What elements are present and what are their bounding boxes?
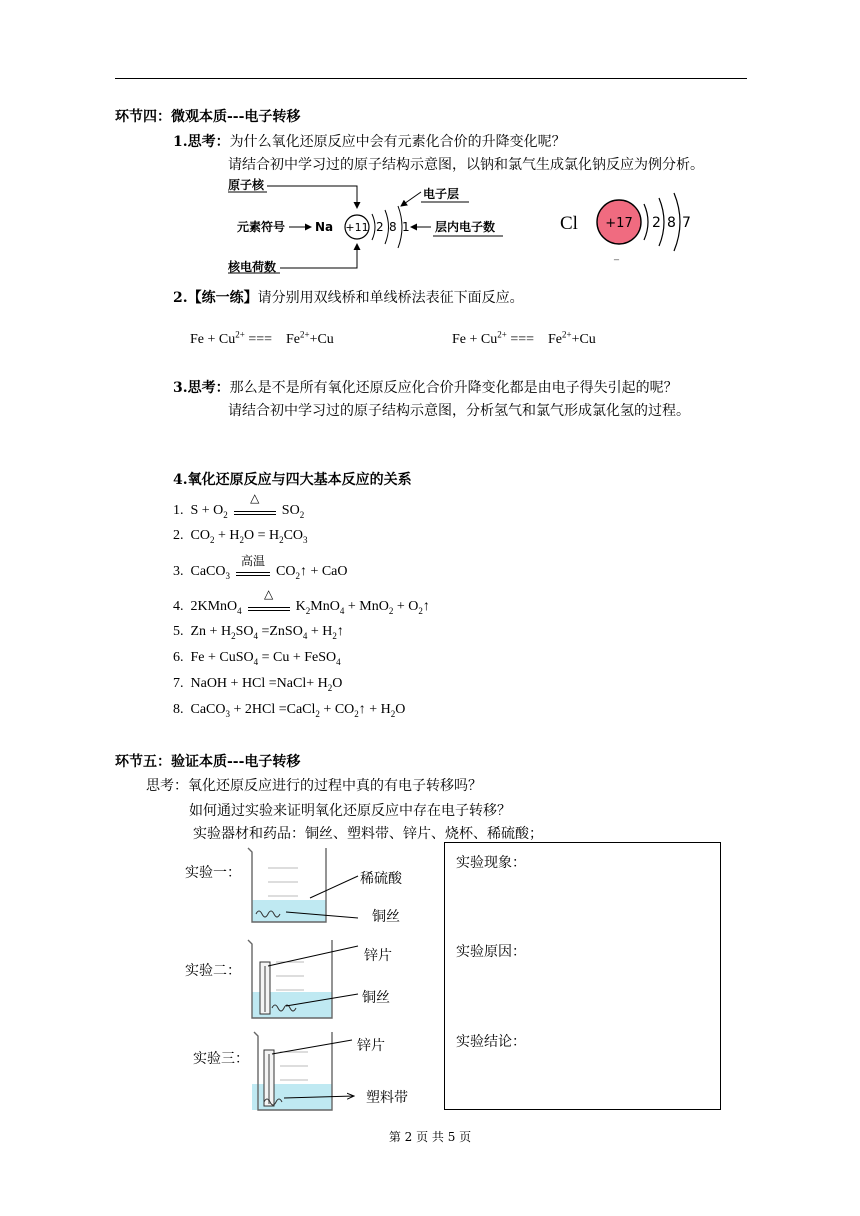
reaction-7: 7. NaOH + HCl =NaCl+ $H_2O$ xyxy=(173,676,343,693)
q2: 2.【练一练】请分别用双线桥和单线桥法表征下面反应。 xyxy=(173,290,524,306)
q3: 3.思考：那么是不是所有氧化还原反应化合价升降变化都是由电子得失引起的呢？ xyxy=(173,380,678,396)
experiment-beakers xyxy=(240,840,440,1120)
cl-charge: +17 xyxy=(605,216,633,231)
cl-atom-diagram xyxy=(556,192,706,268)
exp3-label: 实验三： xyxy=(193,1051,249,1067)
q1: 1.思考：为什么氧化还原反应中会有元素化合价的升降变化呢？ xyxy=(173,134,566,150)
equation-left: $Fe + Cu^{2+}$ === $Fe^{2+}+Cu$ xyxy=(190,329,334,347)
reaction-8: 8. CaCO$_3$ + 2HCl =CaCl$_2$ + $CO_2↑ + H_2O$ xyxy=(173,702,406,719)
label-zn-3: 锌片 xyxy=(357,1038,385,1054)
beaker-1 xyxy=(248,848,358,922)
beaker-2 xyxy=(248,940,358,1018)
label-cu-1: 铜丝 xyxy=(372,909,400,925)
q1-sub: 请结合初中学习过的原子结构示意图，以钠和氯气生成氯化钠反应为例分析。 xyxy=(228,157,704,173)
box-phenomenon: 实验现象： xyxy=(456,855,526,871)
equation-right: $Fe + Cu^{2+}$ === $Fe^{2+}+Cu$ xyxy=(452,329,596,347)
cl-shell-2: 8 xyxy=(667,215,676,231)
label-element-symbol: 元素符号 xyxy=(237,220,286,234)
label-nuclear-charge: 核电荷数 xyxy=(228,260,277,274)
section5-heading: 环节五：验证本质---电子转移 xyxy=(115,754,301,770)
page-footer: 第 2 页 共 5 页 xyxy=(388,1130,472,1144)
section4-heading: 环节四：微观本质---电子转移 xyxy=(115,109,301,125)
reaction-3: 3. CaCO$_3$ 高温 $CO_2↑$ + CaO xyxy=(173,554,348,582)
box-reason: 实验原因： xyxy=(456,944,526,960)
reaction-2: 2. $CO_2 + H_2O = H_2CO_3$ xyxy=(173,528,308,545)
na-atom-diagram xyxy=(225,172,515,278)
result-box xyxy=(444,842,721,1110)
think: 思考：氧化还原反应进行的过程中真的有电子转移吗？ xyxy=(146,778,482,794)
na-symbol: Na xyxy=(315,220,334,234)
reaction-4: 4. 2KMnO$_4$ △ $K_2MnO_4 + MnO_2$ + $O_2↑$ xyxy=(173,587,430,617)
label-electron-layer: 电子层 xyxy=(423,187,460,201)
cl-shell-1: 2 xyxy=(652,215,661,231)
label-acid: 稀硫酸 xyxy=(360,871,402,887)
cl-shell-3: 7 xyxy=(682,215,691,231)
box-conclusion: 实验结论： xyxy=(456,1034,526,1050)
cl-mark: _ xyxy=(614,250,619,261)
beaker-3 xyxy=(252,1032,354,1110)
q3-sub: 请结合初中学习过的原子结构示意图，分析氢气和氯气形成氯化氢的过程。 xyxy=(228,403,690,419)
line3: 实验器材和药品：铜丝、塑料带、锌片、烧杯、稀硫酸； xyxy=(193,826,543,842)
na-shell-3: 1 xyxy=(402,220,410,234)
label-plastic: 塑料带 xyxy=(366,1090,408,1106)
na-charge: +11 xyxy=(345,221,369,234)
na-shell-1: 2 xyxy=(376,220,384,234)
header-rule xyxy=(115,78,747,79)
q4-heading: 4.氧化还原反应与四大基本反应的关系 xyxy=(173,472,412,488)
reaction-1: 1. $S + O_2$ △ $SO_2$ xyxy=(173,491,305,521)
label-cu-2: 铜丝 xyxy=(362,990,390,1006)
exp2-label: 实验二： xyxy=(185,963,241,979)
na-shell-2: 8 xyxy=(389,220,397,234)
cl-symbol: Cl xyxy=(560,213,578,234)
label-electrons-per-layer: 层内电子数 xyxy=(435,220,496,234)
reaction-5: 5. $Zn + H_2SO_4$ =ZnSO$_4$ + $H_2↑$ xyxy=(173,624,344,641)
reaction-6: 6. Fe + CuSO$_4$ = Cu + FeSO$_4$ xyxy=(173,650,341,667)
label-zn-2: 锌片 xyxy=(364,948,392,964)
label-nucleus: 原子核 xyxy=(228,178,265,192)
line2: 如何通过实验来证明氧化还原反应中存在电子转移？ xyxy=(189,803,511,819)
exp1-label: 实验一： xyxy=(185,865,241,881)
